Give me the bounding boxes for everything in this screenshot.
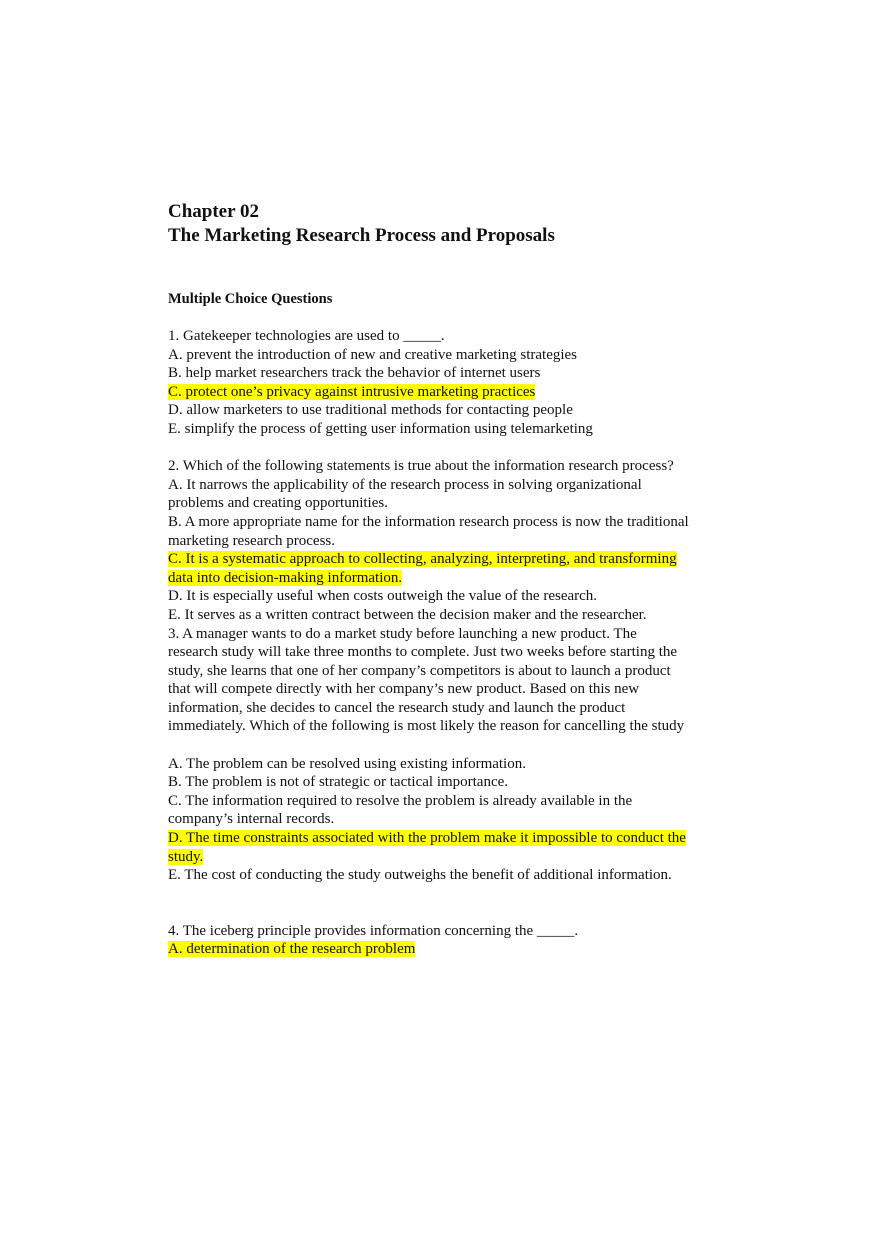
answer-option-e: E. The cost of conducting the study outweighs the benefit of additional information. <box>168 867 672 884</box>
question-2 <box>168 457 738 624</box>
answer-option-c: C. The information required to resolve the problem is already available in the company’s internal records. <box>168 792 633 828</box>
question-stem: 1. Gatekeeper technologies are used to _____. <box>168 328 445 344</box>
section-heading: Multiple Choice Questions <box>168 291 333 307</box>
chapter-number: Chapter 02 <box>168 201 259 222</box>
answer-option-a: A. prevent the introduction of new and creative marketing strategies <box>168 346 578 363</box>
answer-option-a: A. It narrows the applicability of the research process in solving organizational problems and creating opportunities. <box>168 476 642 512</box>
answer-option-d-highlighted: D. The time constraints associated with the problem make it impossible to conduct the study. <box>168 830 686 865</box>
question-stem: 2. Which of the following statements is true about the information research process? <box>168 458 674 475</box>
answer-option-b: B. help market researchers track the behavior of internet users <box>168 365 541 382</box>
question-stem: 3. A manager wants to do a market study before launching a new product. The research study will take three months to complete. Just two weeks before starting the study, she learns that one of her company’s competitors is about to launch a product that will compete directly with her company’s new product. Based on this new information, she decides to cancel the research study and launch the product immediately. Which of the following is most likely the reason for cancelling the study <box>168 625 685 735</box>
answer-option-b: B. The problem is not of strategic or tactical importance. <box>168 774 509 791</box>
question-3 <box>168 625 738 885</box>
answer-option-c-highlighted: C. protect one’s privacy against intrusive marketing practices <box>168 383 536 400</box>
answer-option-d: D. allow marketers to use traditional methods for contacting people <box>168 402 573 419</box>
answer-option-e: E. simplify the process of getting user information using telemarketing <box>168 420 593 437</box>
answer-option-d: D. It is especially useful when costs outweigh the value of the research. <box>168 588 598 605</box>
chapter-title: The Marketing Research Process and Proposals <box>168 225 555 246</box>
answer-option-e: E. It serves as a written contract between the decision maker and the researcher. <box>168 606 647 623</box>
answer-option-a: A. The problem can be resolved using existing information. <box>168 755 526 772</box>
question-stem: 4. The iceberg principle provides information concerning the _____. <box>168 922 579 939</box>
answer-option-c-highlighted: C. It is a systematic approach to collecting, analyzing, interpreting, and transforming data into decision-making information. <box>168 551 677 586</box>
answer-option-a-highlighted: A. determination of the research problem <box>168 941 416 958</box>
question-1 <box>168 327 738 439</box>
answer-option-b: B. A more appropriate name for the information research process is now the traditional marketing research process. <box>168 513 689 549</box>
document-content <box>168 200 738 959</box>
question-4 <box>168 922 738 959</box>
